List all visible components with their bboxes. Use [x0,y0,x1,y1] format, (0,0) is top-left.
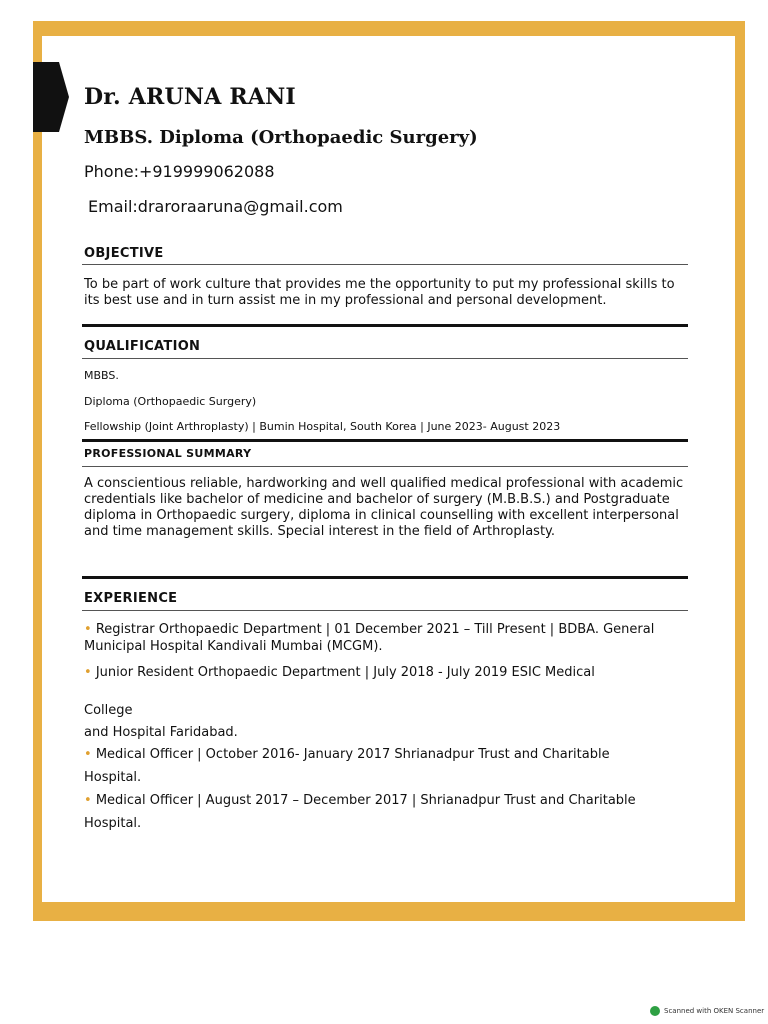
qualification-item: Diploma (Orthopaedic Surgery) [84,395,257,408]
email-text: Email:draroraaruna@gmail.com [88,197,343,216]
section-divider [82,324,688,327]
experience-text-continued: and Hospital Faridabad. [84,725,238,740]
bullet: • [84,665,92,680]
summary-heading: PROFESSIONAL SUMMARY [84,447,252,460]
experience-item [84,621,684,655]
experience-text: Junior Resident Orthopaedic Department | July 2018 - July 2019 ESIC Medical [95,665,595,680]
divider [82,610,688,611]
experience-item [84,746,684,763]
qualification-item: MBBS. [84,369,119,382]
qualification-item: Fellowship (Joint Arthroplasty) | Bumin Hospital, South Korea | June 2023- August 2023 [84,420,561,433]
experience-text: Registrar Orthopaedic Department | 01 December 2021 – Till Present | BDBA. General Municipal Hospital Kandivali Mumbai (MCGM). [84,622,655,654]
scanner-logo-icon [650,1006,660,1016]
bullet: • [84,793,92,808]
divider [82,466,688,467]
scanner-text: Scanned with OKEN Scanner [664,1007,765,1015]
experience-heading: EXPERIENCE [84,591,178,606]
bullet: • [84,622,92,637]
section-divider [82,439,688,442]
objective-heading: OBJECTIVE [84,246,164,261]
candidate-name: Dr. ARUNA RANI [84,84,296,110]
summary-text: A conscientious reliable, hardworking and well qualified medical professional with academic credentials like bachelor of medicine and bachelor of surgery (M.B.B.S.) and Postgraduate diploma in Orthopaedic surgery, diploma in clinical counselling with excellent interpersonal and time management skills. Special interest in the field of Arthroplasty. [84,476,684,539]
qualification-heading: QUALIFICATION [84,339,201,354]
objective-text: To be part of work culture that provides me the opportunity to put my professional skills to its best use and in turn assist me in my professional and personal development. [84,277,675,308]
experience-item [84,792,684,809]
experience-text-continued: College [84,703,133,718]
divider [82,358,688,359]
phone-text: Phone:+919999062088 [84,162,275,181]
bullet: • [84,747,92,762]
candidate-degree: MBBS. Diploma (Orthopaedic Surgery) [84,127,478,148]
experience-text-continued: Hospital. [84,770,142,785]
header-tab-marker [33,62,69,132]
section-divider [82,576,688,579]
experience-text: Medical Officer | October 2016- January 2017 Shrianadpur Trust and Charitable [95,747,610,762]
experience-text: Medical Officer | August 2017 – December 2017 | Shrianadpur Trust and Charitable [95,793,636,808]
experience-item [84,664,684,681]
scanner-watermark [650,1006,764,1016]
experience-text-continued: Hospital. [84,816,142,831]
divider [82,264,688,265]
